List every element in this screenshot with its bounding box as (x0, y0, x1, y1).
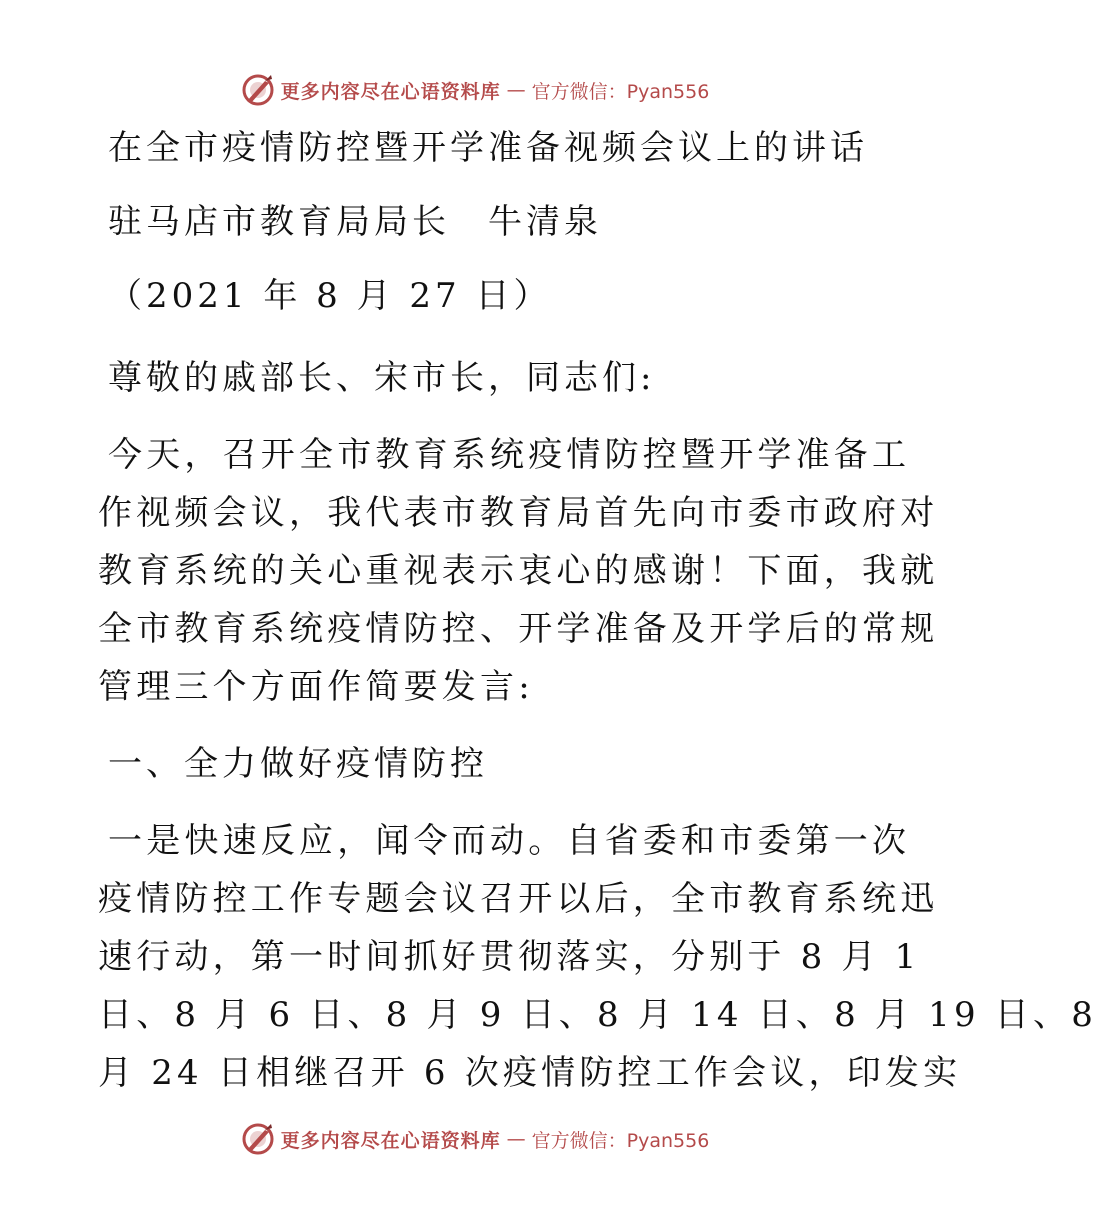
quill-seal-icon (241, 1122, 275, 1156)
watermark-contact: 官方微信：Pyan556 (531, 80, 710, 103)
paragraph-line: 今天，召开全市教育系统疫情防控暨开学准备工 (108, 435, 911, 475)
watermark-separator: — (506, 79, 526, 101)
section-heading: 一、全力做好疫情防控 (108, 744, 488, 784)
watermark-main-text: 更多内容尽在心语资料库 (280, 1129, 501, 1152)
paragraph-line: 一是快速反应，闻令而动。自省委和市委第一次 (108, 821, 911, 861)
paragraph-line: 教育系统的关心重视表示衷心的感谢！下面，我就 (98, 551, 939, 591)
paragraph-line: 日、8 月 6 日、8 月 9 日、8 月 14 日、8 月 19 日、8 (98, 995, 1097, 1035)
paragraph-intro (98, 426, 939, 716)
paragraph-line: 作视频会议，我代表市教育局首先向市委市政府对 (98, 493, 939, 533)
paragraph-line: 管理三个方面作简要发言: (98, 667, 534, 707)
watermark-footer (0, 1119, 950, 1159)
watermark-main-text: 更多内容尽在心语资料库 (280, 80, 501, 103)
document-greeting: 尊敬的戚部长、宋市长，同志们: (108, 358, 656, 398)
watermark-header (0, 70, 950, 110)
document-body (98, 118, 1097, 1102)
paragraph-line: 全市教育系统疫情防控、开学准备及开学后的常规 (98, 609, 939, 649)
document-title: 在全市疫情防控暨开学准备视频会议上的讲话 (108, 128, 868, 168)
quill-seal-icon (241, 73, 275, 107)
paragraph-section-one (98, 812, 1097, 1102)
watermark-separator: — (506, 1128, 526, 1150)
document-author: 驻马店市教育局局长 牛清泉 (108, 202, 602, 242)
paragraph-line: 速行动，第一时间抓好贯彻落实，分别于 8 月 1 (98, 937, 921, 977)
paragraph-line: 疫情防控工作专题会议召开以后，全市教育系统迅 (98, 879, 939, 919)
watermark-contact: 官方微信：Pyan556 (531, 1129, 710, 1152)
paragraph-line: 月 24 日相继召开 6 次疫情防控工作会议，印发实 (98, 1053, 962, 1093)
document-date: （2021 年 8 月 27 日） (108, 276, 552, 316)
